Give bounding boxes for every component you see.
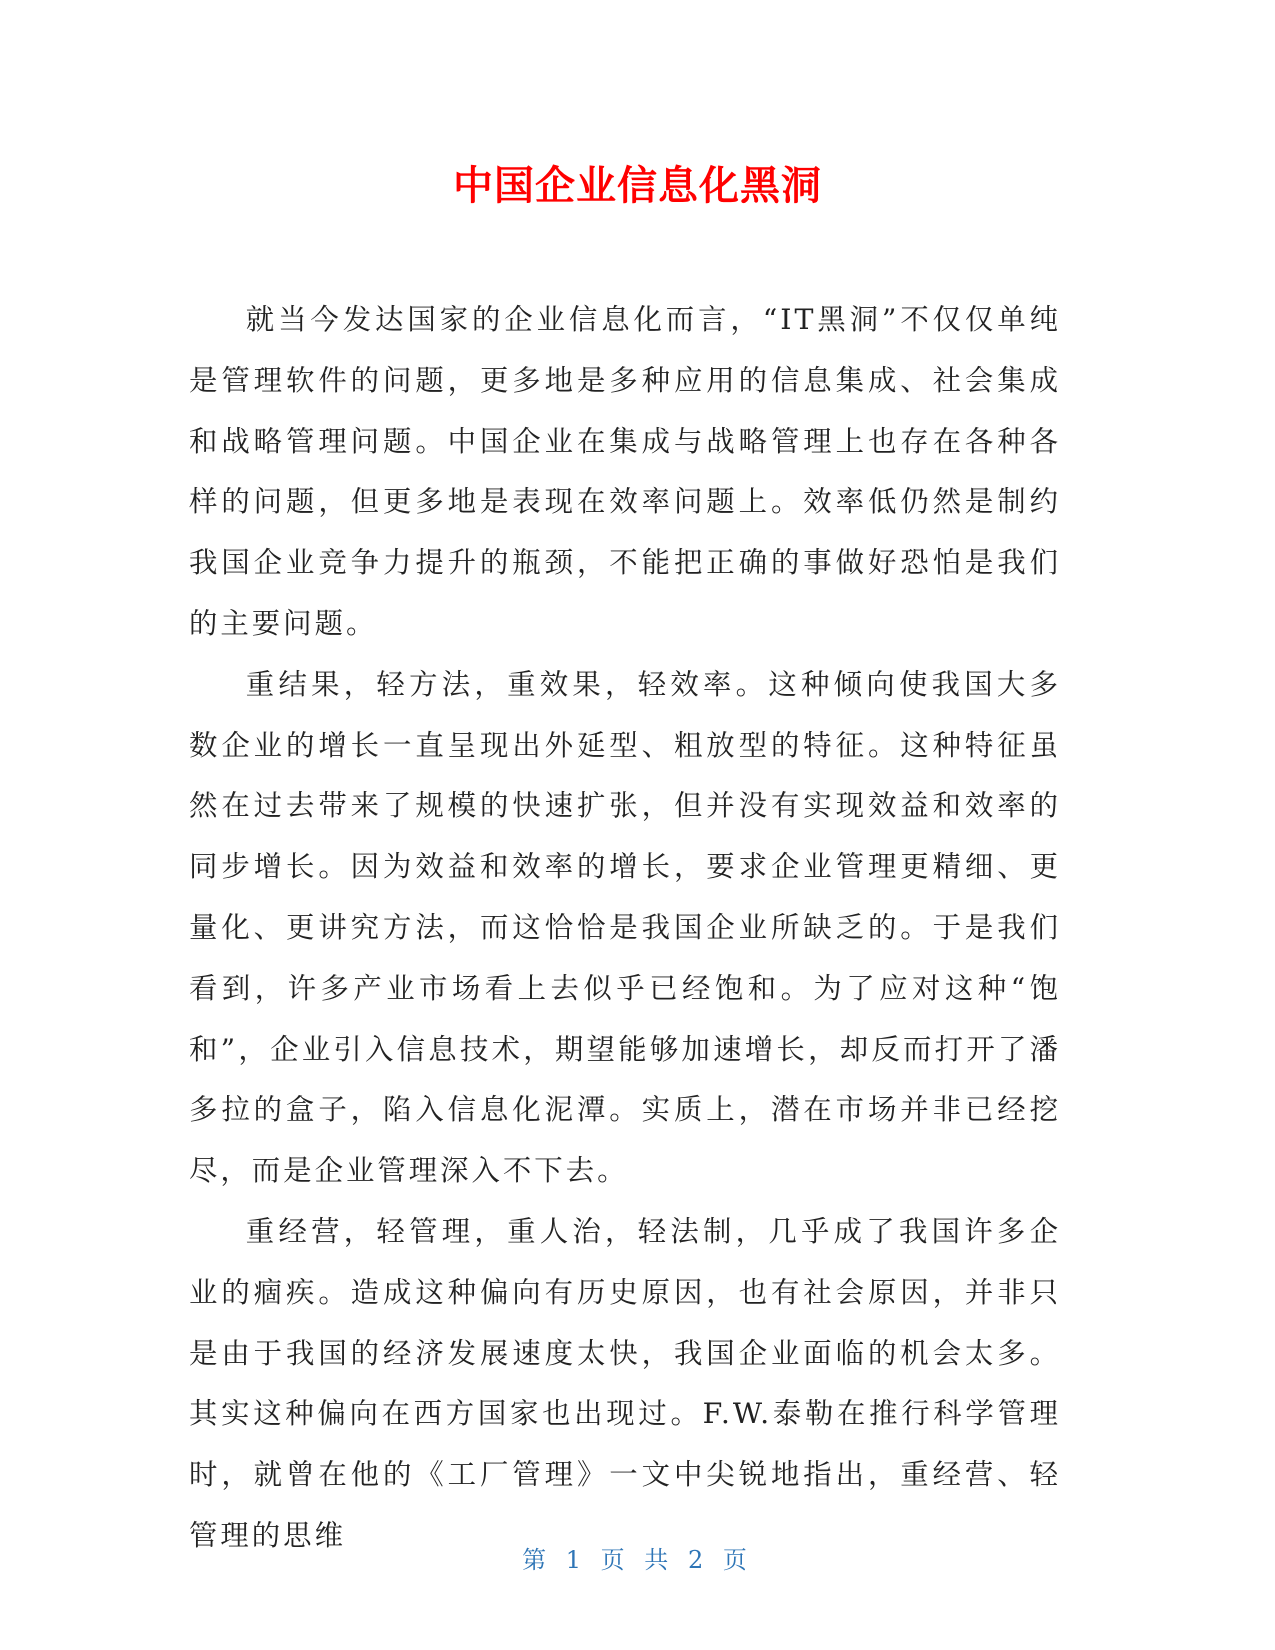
paragraph-2: 重结果，轻方法，重效果，轻效率。这种倾向使我国大多数企业的增长一直呈现出外延型、粗放型的特征。这种特征虽然在过去带来了规模的快速扩张，但并没有实现效益和效率的同步增长。因为效益和效率的增长，要求企业管理更精细、更量化、更讲究方法，而这恰恰是我国企业所缺乏的。于是我们看到，许多产业市场看上去似乎已经饱和。为了应对这种“饱和”，企业引入信息技术，期望能够加速增长，却反而打开了潘多拉的盒子，陷入信息化泥潭。实质上，潜在市场并非已经挖尽，而是企业管理深入不下去。 bbox=[189, 667, 1061, 1188]
page-number-footer: 第 1 页 共 2 页 bbox=[522, 1546, 753, 1574]
document-body bbox=[189, 290, 1061, 1567]
paragraph-3: 重经营，轻管理，重人治，轻法制，几乎成了我国许多企业的痼疾。造成这种偏向有历史原因，也有社会原因，并非只是由于我国的经济发展速度太快，我国企业面临的机会太多。其实这种偏向在西方国家也出现过。F.W.泰勒在推行科学管理时，就曾在他的《工厂管理》一文中尖锐地指出，重经营、轻管理的思维 bbox=[189, 1214, 1061, 1552]
document-title: 中国企业信息化黑洞 bbox=[453, 163, 822, 209]
paragraph-1: 就当今发达国家的企业信息化而言，“IT黑洞”不仅仅单纯是管理软件的问题，更多地是多种应用的信息集成、社会集成和战略管理问题。中国企业在集成与战略管理上也存在各种各样的问题，但更多地是表现在效率问题上。效率低仍然是制约我国企业竞争力提升的瓶颈，不能把正确的事做好恐怕是我们的主要问题。 bbox=[189, 303, 1061, 640]
